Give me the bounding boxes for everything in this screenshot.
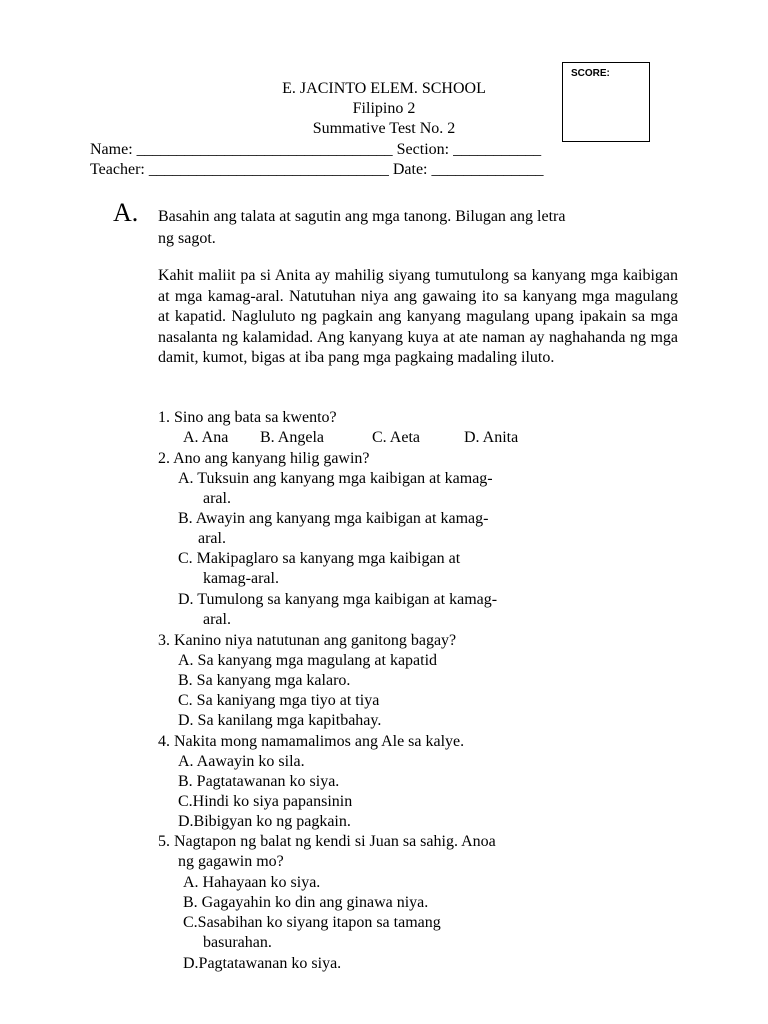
question-1: 1. Sino ang bata sa kwento? xyxy=(158,409,337,426)
q2-choice-d[interactable]: D. Tumulong sa kanyang mga kaibigan at kamag- xyxy=(178,591,498,608)
q1-choice-a[interactable]: A. Ana xyxy=(183,429,229,446)
question-5-cont: ng gagawin mo? xyxy=(178,853,284,870)
q2-choice-a-cont: aral. xyxy=(203,490,231,507)
q2-choice-c[interactable]: C. Makipaglaro sa kanyang mga kaibigan at xyxy=(178,550,461,567)
q1-choice-c[interactable]: C. Aeta xyxy=(372,429,420,446)
q4-choice-b[interactable]: B. Pagtatawanan ko siya. xyxy=(178,773,340,790)
q3-choice-c[interactable]: C. Sa kaniyang mga tiyo at tiya xyxy=(178,692,380,709)
section-a-letter: A. xyxy=(113,198,139,227)
subject-title: Filipino 2 xyxy=(352,100,416,117)
name-section-line[interactable]: Name: ________________________________ Section: ___________ xyxy=(90,141,542,158)
question-2: 2. Ano ang kanyang hilig gawin? xyxy=(158,450,370,467)
q2-choice-b[interactable]: B. Awayin ang kanyang mga kaibigan at kamag- xyxy=(178,510,489,527)
q1-choice-d[interactable]: D. Anita xyxy=(464,429,519,446)
q2-choice-d-cont: aral. xyxy=(203,611,231,628)
q2-choice-b-cont: aral. xyxy=(198,530,226,547)
q2-choice-a[interactable]: A. Tuksuin ang kanyang mga kaibigan at kamag- xyxy=(178,470,493,487)
q4-choice-a[interactable]: A. Aawayin ko sila. xyxy=(178,753,305,770)
question-3: 3. Kanino niya natutunan ang ganitong bagay? xyxy=(158,632,457,649)
score-label: SCORE: xyxy=(571,68,610,79)
test-title: Summative Test No. 2 xyxy=(312,120,456,137)
question-5: 5. Nagtapon ng balat ng kendi si Juan sa sahig. Anoa xyxy=(158,833,496,850)
q5-choice-a[interactable]: A. Hahayaan ko siya. xyxy=(183,874,321,891)
q3-choice-d[interactable]: D. Sa kanilang mga kapitbahay. xyxy=(178,712,382,729)
question-4: 4. Nakita mong namamalimos ang Ale sa kalye. xyxy=(158,733,465,750)
q5-choice-d[interactable]: D.Pagtatawanan ko siya. xyxy=(183,955,342,972)
q5-choice-b[interactable]: B. Gagayahin ko din ang ginawa niya. xyxy=(183,894,429,911)
q3-choice-b[interactable]: B. Sa kanyang mga kalaro. xyxy=(178,672,351,689)
q1-choice-b[interactable]: B. Angela xyxy=(260,429,324,446)
q2-choice-c-cont: kamag-aral. xyxy=(203,570,279,587)
q4-choice-c[interactable]: C.Hindi ko siya papansinin xyxy=(178,793,353,810)
reading-passage: Kahit maliit pa si Anita ay mahilig siyang tumutulong sa kanyang mga kaibigan at mga kamag-aral. Natutuhan niya ang gawaing ito sa kanyang mga magulang at kapatid. Nagluluto ng pagkain ang kanyang magulang upang ipakain sa mga nasalanta ng kalamidad. Ang kanyang kuya at ate naman ay naghahanda ng mga damit, kumot, bigas at iba pang mga pagkaing madaling iluto. xyxy=(158,267,678,366)
instruction-line-2: ng sagot. xyxy=(158,230,216,247)
school-name: E. JACINTO ELEM. SCHOOL xyxy=(282,80,486,97)
instruction-line-1: Basahin ang talata at sagutin ang mga tanong. Bilugan ang letra xyxy=(158,208,566,225)
score-box[interactable] xyxy=(562,62,650,142)
q5-choice-c-cont: basurahan. xyxy=(203,934,272,951)
q5-choice-c[interactable]: C.Sasabihan ko siyang itapon sa tamang xyxy=(183,914,441,931)
q3-choice-a[interactable]: A. Sa kanyang mga magulang at kapatid xyxy=(178,652,438,669)
teacher-date-line[interactable]: Teacher: ______________________________ Date: ______________ xyxy=(90,161,544,178)
q4-choice-d[interactable]: D.Bibigyan ko ng pagkain. xyxy=(178,813,351,830)
